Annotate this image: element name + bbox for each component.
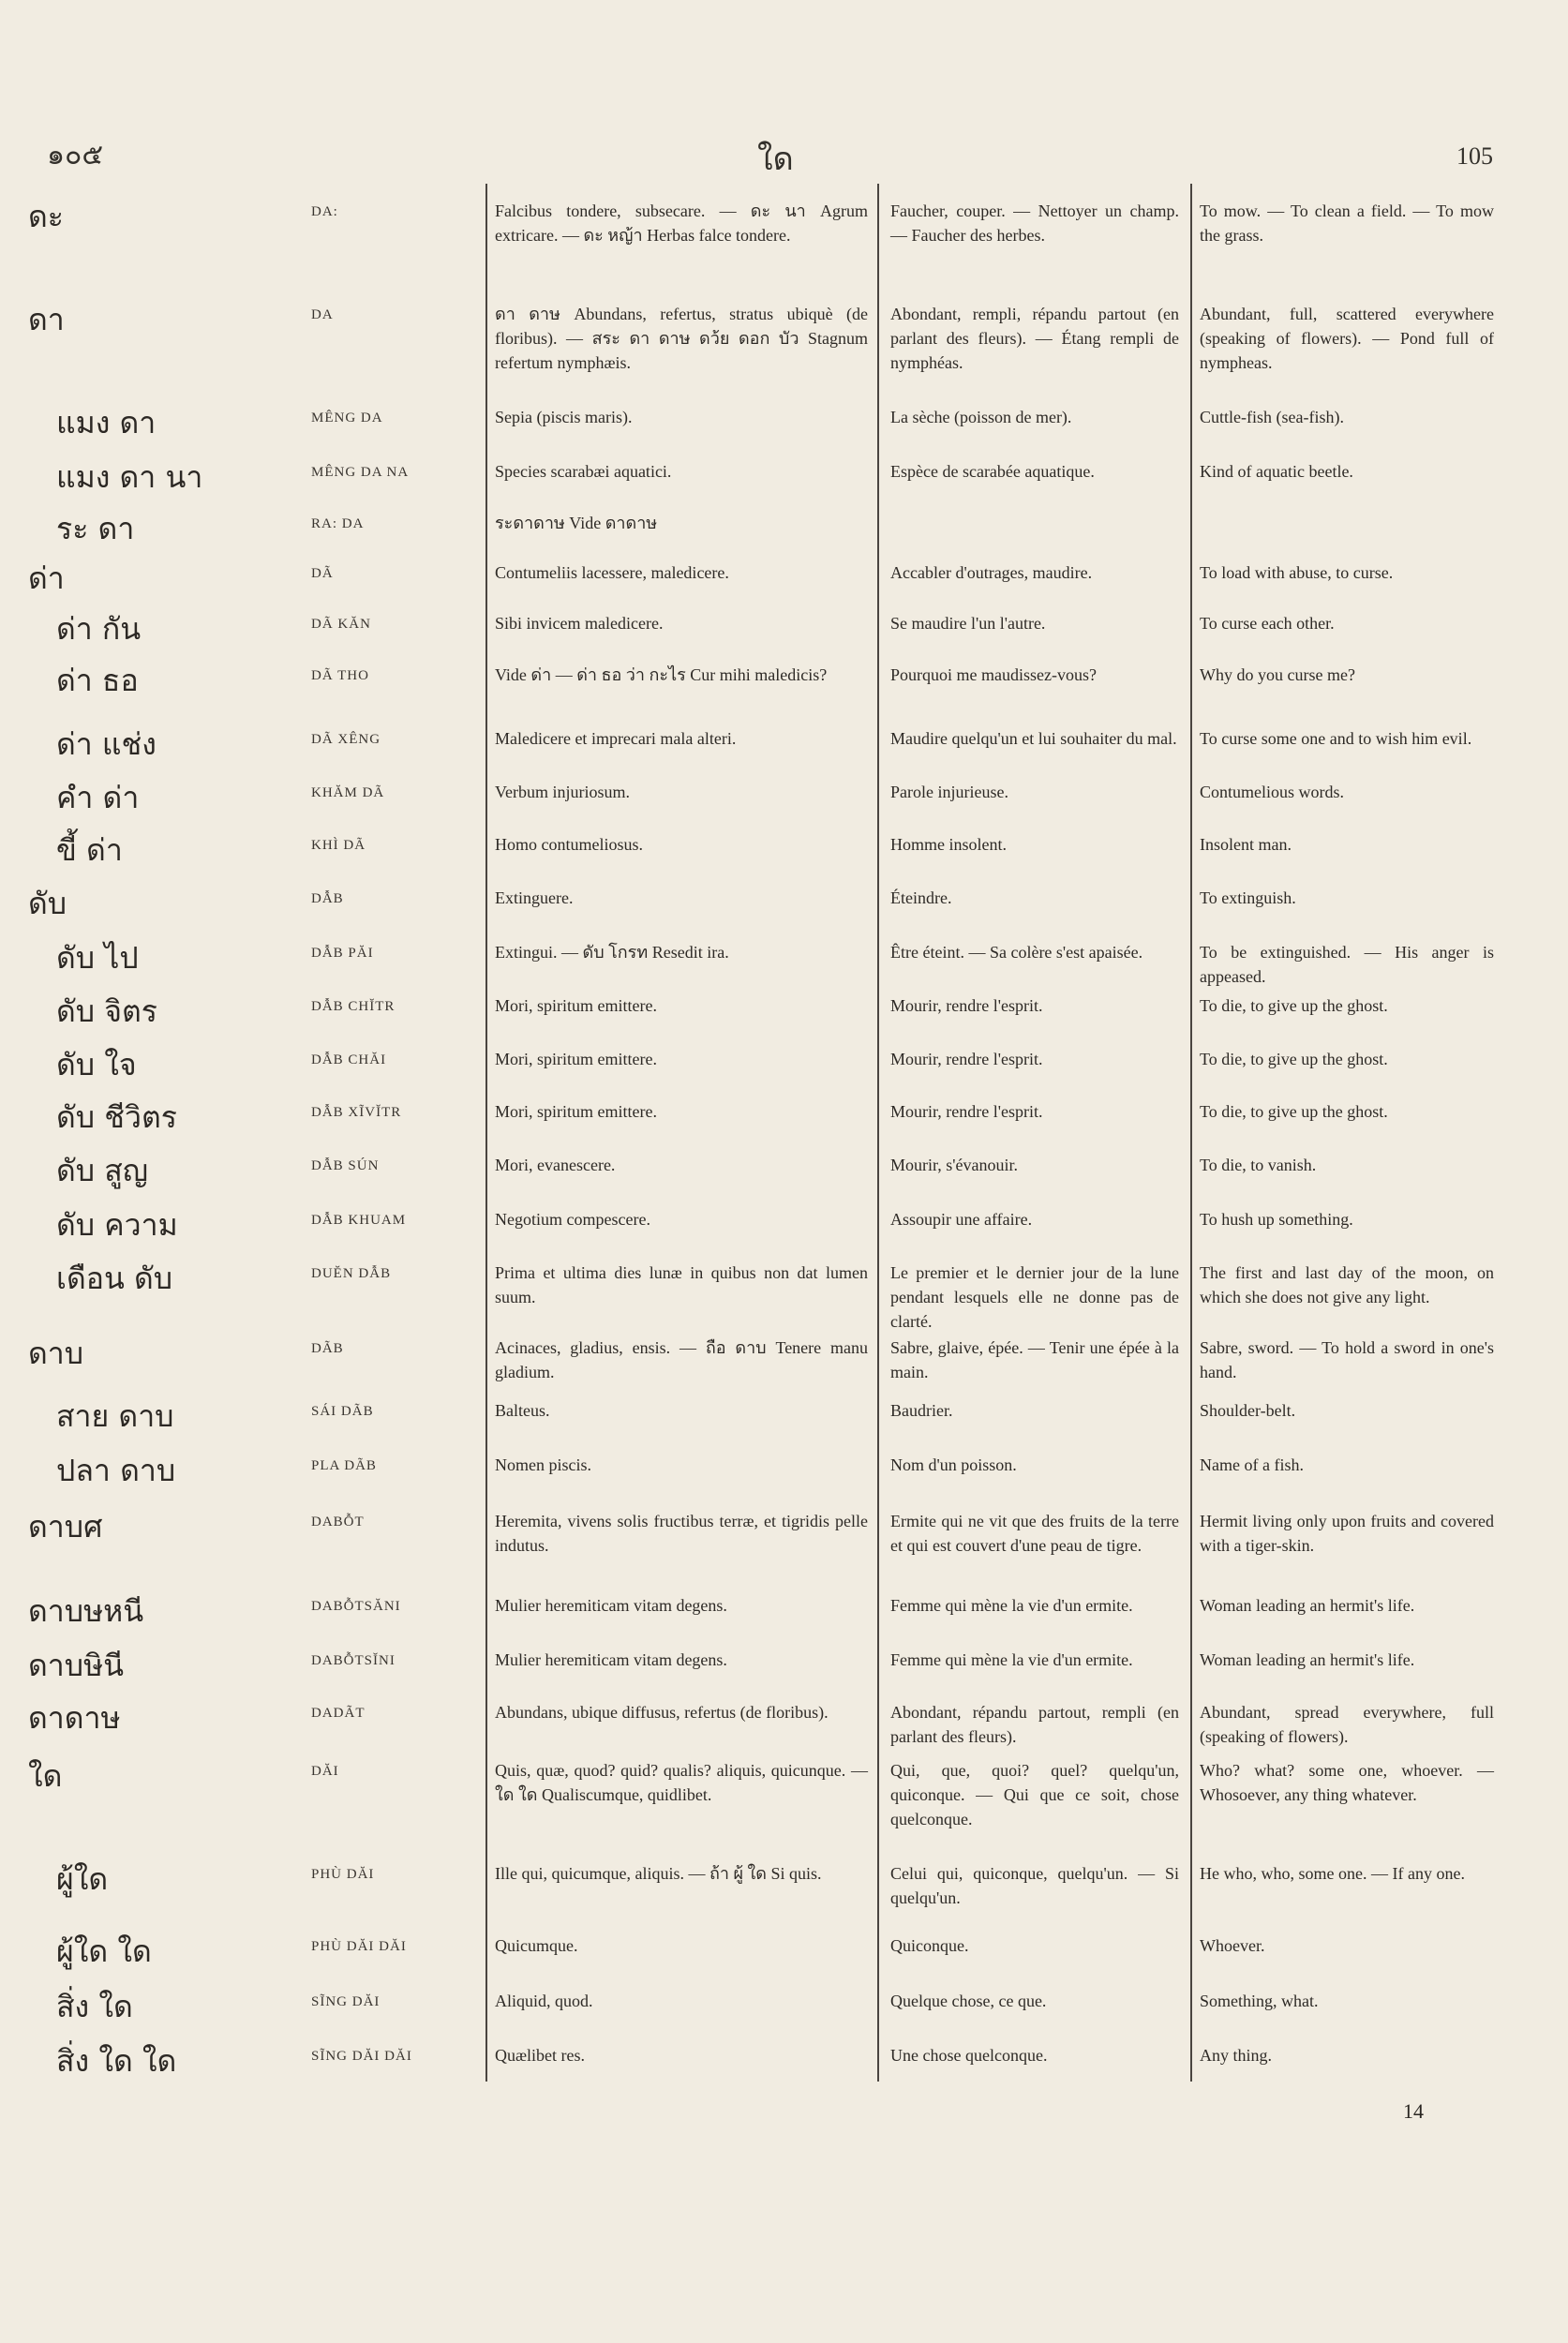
transliteration: DẪB XĨVĬTR [311,1105,402,1120]
thai-headword: แมง ดา [56,405,157,440]
latin-definition: Sibi invicem maledicere. [495,614,664,633]
thai-page-number: ๑๐๕ [47,139,104,172]
english-definition: To die, to vanish. [1200,1156,1317,1174]
thai-headword: สาย ดาบ [56,1398,174,1434]
latin-definition: Vide ด่า — ด่า ธอ ว่า กะไร Cur mihi maledicis? [495,665,828,684]
thai-headword: ดับ ความ [56,1207,178,1243]
transliteration: PHÙ DĂI [311,1867,375,1882]
column-divider-english [1190,184,1192,2082]
english-definition: Sabre, sword. — To hold a sword in one's hand. [1200,1338,1494,1381]
thai-headword: ดับ ไป [56,940,139,976]
latin-definition: Quis, quæ, quod? quid? qualis? aliquis, quicunque. — ใด ใด Qualiscumque, quidlibet. [495,1761,868,1804]
latin-definition: Mori, spiritum emittere. [495,1102,657,1121]
latin-definition: Mori, evanescere. [495,1156,616,1174]
thai-headword: ผู้ใด ใด [56,1933,152,1969]
english-definition: Abundant, spread everywhere, full (speaking of flowers). [1200,1703,1494,1746]
french-definition: Quelque chose, ce que. [890,1992,1047,2010]
english-definition: Woman leading an hermit's life. [1200,1650,1415,1669]
transliteration: DA: [311,204,338,219]
transliteration: DĂI [311,1764,339,1779]
transliteration: DÃ THO [311,668,369,683]
latin-definition: Verbum injuriosum. [495,783,630,801]
french-definition: Mourir, rendre l'esprit. [890,996,1043,1015]
latin-definition: Maledicere et imprecari mala alteri. [495,729,737,748]
transliteration: DÃ [311,566,334,581]
thai-headword: ด่า กัน [56,611,142,647]
english-definition: To die, to give up the ghost. [1200,996,1388,1015]
latin-definition: Aliquid, quod. [495,1992,593,2010]
latin-definition: Heremita, vivens solis fructibus terræ, et tigridis pelle indutus. [495,1512,868,1555]
french-definition: Se maudire l'un l'autre. [890,614,1046,633]
page-number: 105 [1456,142,1493,170]
english-definition: Any thing. [1200,2046,1273,2065]
french-definition: Mourir, s'évanouir. [890,1156,1019,1174]
transliteration: DÃB [311,1341,344,1356]
latin-definition: Extingui. — ดับ โกรท Resedit ira. [495,943,729,962]
french-definition: Baudrier. [890,1401,953,1420]
thai-headword: ดับ สูญ [56,1153,149,1188]
latin-definition: Mori, spiritum emittere. [495,996,657,1015]
french-definition: Sabre, glaive, épée. — Tenir une épée à la main. [890,1338,1179,1381]
thai-headword: ปลา ดาบ [56,1453,176,1488]
thai-headword: ดาดาษ [28,1700,121,1736]
thai-headword: สิ่ง ใด ใด [56,2043,177,2079]
latin-definition: Quælibet res. [495,2046,585,2065]
english-definition: To be extinguished. — His anger is appeased. [1200,943,1494,986]
signature-mark: 14 [1403,2099,1424,2123]
transliteration: DADÃT [311,1706,366,1721]
latin-definition: Mori, spiritum emittere. [495,1050,657,1068]
french-definition: Espèce de scarabée aquatique. [890,462,1095,481]
english-definition: Cuttle-fish (sea-fish). [1200,408,1344,426]
transliteration: DẪB CHĂI [311,1052,387,1067]
latin-definition: Mulier heremiticam vitam degens. [495,1596,727,1615]
english-definition: Abundant, full, scattered everywhere (speaking of flowers). — Pond full of nympheas. [1200,305,1494,372]
latin-definition: Quicumque. [495,1936,578,1955]
latin-definition: Sepia (piscis maris). [495,408,633,426]
transliteration: SĨNG DĂI [311,1994,381,2009]
english-definition: Woman leading an hermit's life. [1200,1596,1415,1615]
french-definition: Parole injurieuse. [890,783,1008,801]
thai-headword: ดาบษินี [28,1648,125,1683]
english-definition: Kind of aquatic beetle. [1200,462,1353,481]
english-definition: To curse each other. [1200,614,1335,633]
latin-definition: Extinguere. [495,888,574,907]
french-definition: Quiconque. [890,1936,969,1955]
thai-headword: ด่า ธอ [56,663,139,698]
latin-definition: ระดาดาษ Vide ดาดาษ [495,514,658,532]
english-definition: Shoulder-belt. [1200,1401,1296,1420]
latin-definition: Mulier heremiticam vitam degens. [495,1650,727,1669]
transliteration: DẪB [311,891,344,906]
transliteration: MÊNG DA NA [311,465,410,480]
thai-headword: แมง ดา นา [56,459,203,495]
thai-headword: คำ ด่า [56,780,140,815]
latin-definition: Negotium compescere. [495,1210,650,1229]
english-definition: Something, what. [1200,1992,1319,2010]
latin-definition: Species scarabæi aquatici. [495,462,672,481]
french-definition: Le premier et le dernier jour de la lune pendant lesquels elle ne donne pas de clarté. [890,1263,1179,1331]
english-definition: Whoever. [1200,1936,1265,1955]
latin-definition: ดา ดาษ Abundans, refertus, stratus ubiquè (de floribus). — สระ ดา ดาษ ดว้ย ดอก บัว Stagnum refertum nymphæis. [495,305,868,372]
french-definition: Abondant, répandu partout, rempli (en parlant des fleurs). [890,1703,1179,1746]
thai-headword: ดับ ใจ [56,1047,137,1082]
thai-headword: ผู้ใด [56,1861,109,1897]
thai-headword: ขี้ ด่า [56,832,123,868]
french-definition: Femme qui mène la vie d'un ermite. [890,1650,1133,1669]
english-definition: To extinguish. [1200,888,1296,907]
transliteration: PLA DÃB [311,1458,377,1473]
english-definition: Hermit living only upon fruits and covered with a tiger-skin. [1200,1512,1494,1555]
thai-headword: เดือน ดับ [56,1261,173,1296]
thai-headword: ด่า แช่ง [56,726,157,762]
french-definition: Homme insolent. [890,835,1007,854]
thai-headword: ด่า [28,560,65,596]
latin-definition: Contumeliis lacessere, maledicere. [495,563,729,582]
french-definition: Mourir, rendre l'esprit. [890,1102,1043,1121]
french-definition: Accabler d'outrages, maudire. [890,563,1093,582]
english-definition: To load with abuse, to curse. [1200,563,1394,582]
transliteration: DA [311,307,334,322]
english-definition: He who, who, some one. — If any one. [1200,1864,1465,1883]
latin-definition: Nomen piscis. [495,1455,591,1474]
transliteration: SĨNG DĂI DĂI [311,2049,412,2064]
french-definition: Celui qui, quiconque, quelqu'un. — Si quelqu'un. [890,1864,1179,1907]
transliteration: DẪB CHĬTR [311,999,396,1014]
thai-headword: ระ ดา [56,511,135,546]
transliteration: DABỖTSĂNI [311,1599,401,1614]
french-definition: Éteindre. [890,888,952,907]
english-definition: To die, to give up the ghost. [1200,1102,1388,1121]
english-definition: To hush up something. [1200,1210,1353,1229]
french-definition: Pourquoi me maudissez-vous? [890,665,1097,684]
english-definition: Insolent man. [1200,835,1292,854]
english-definition: To die, to give up the ghost. [1200,1050,1388,1068]
transliteration: DUĔN DẪB [311,1266,392,1281]
english-definition: Why do you curse me? [1200,665,1355,684]
transliteration: KHĂM DÃ [311,785,385,800]
french-definition: Ermite qui ne vit que des fruits de la terre et qui est couvert d'une peau de tigre. [890,1512,1179,1555]
french-definition: Nom d'un poisson. [890,1455,1017,1474]
transliteration: KHÌ DÃ [311,838,366,853]
latin-definition: Balteus. [495,1401,550,1420]
thai-headword: สิ่ง ใด [56,1989,133,2024]
transliteration: DẪB PĂI [311,946,374,961]
english-definition: Contumelious words. [1200,783,1345,801]
transliteration: DÃ KĂN [311,617,371,632]
french-definition: Qui, que, quoi? quel? quelqu'un, quiconque. — Qui que ce soit, chose quelconque. [890,1761,1179,1828]
thai-headword: ใด [28,1758,63,1794]
latin-definition: Falcibus tondere, subsecare. — ดะ นา Agrum extricare. — ดะ หญ้า Herbas falce tondere. [495,201,868,245]
english-definition: To curse some one and to wish him evil. [1200,729,1472,748]
french-definition: Femme qui mène la vie d'un ermite. [890,1596,1133,1615]
thai-headword: ดาบศ [28,1509,103,1545]
thai-headword: ดับ [28,886,67,921]
column-divider-french [877,184,879,2082]
thai-headword: ดับ ชีวิตร [56,1099,177,1135]
latin-definition: Homo contumeliosus. [495,835,643,854]
transliteration: SÁI DÃB [311,1404,374,1419]
latin-definition: Acinaces, gladius, ensis. — ถือ ดาบ Tenere manu gladium. [495,1338,868,1381]
transliteration: DÃ XÊNG [311,732,381,747]
latin-definition: Ille qui, quicumque, aliquis. — ถ้า ผู้ ใด Si quis. [495,1864,822,1883]
latin-definition: Abundans, ubique diffusus, refertus (de floribus). [495,1703,829,1722]
french-definition: Assoupir une affaire. [890,1210,1033,1229]
transliteration: PHÙ DĂI DĂI [311,1939,407,1954]
transliteration: RA: DA [311,516,365,531]
thai-headword: ดะ [28,199,64,234]
french-definition: Maudire quelqu'un et lui souhaiter du mal. [890,729,1177,748]
english-definition: To mow. — To clean a field. — To mow the grass. [1200,201,1494,245]
english-definition: Who? what? some one, whoever. — Whosoever, any thing whatever. [1200,1761,1494,1804]
transliteration: DABỖTSĬNI [311,1653,396,1668]
page-headword: ใด [757,141,794,178]
thai-headword: ดาบ [28,1336,84,1371]
french-definition: Faucher, couper. — Nettoyer un champ. — Faucher des herbes. [890,201,1179,245]
transliteration: DẪB SÚN [311,1158,380,1173]
transliteration: MÊNG DA [311,410,383,425]
transliteration: DABỖT [311,1515,365,1530]
french-definition: Abondant, rempli, répandu partout (en parlant des fleurs). — Étang rempli de nymphéas. [890,305,1179,372]
french-definition: Une chose quelconque. [890,2046,1048,2065]
thai-headword: ดา [28,302,65,337]
thai-headword: ดาบษหนี [28,1593,144,1629]
latin-definition: Prima et ultima dies lunæ in quibus non dat lumen suum. [495,1263,868,1306]
french-definition: La sèche (poisson de mer). [890,408,1072,426]
french-definition: Être éteint. — Sa colère s'est apaisée. [890,943,1143,962]
transliteration: DẪB KHUAM [311,1213,407,1228]
column-divider-latin [485,184,487,2082]
english-definition: Name of a fish. [1200,1455,1304,1474]
thai-headword: ดับ จิตร [56,993,157,1029]
french-definition: Mourir, rendre l'esprit. [890,1050,1043,1068]
english-definition: The first and last day of the moon, on which she does not give any light. [1200,1263,1494,1306]
